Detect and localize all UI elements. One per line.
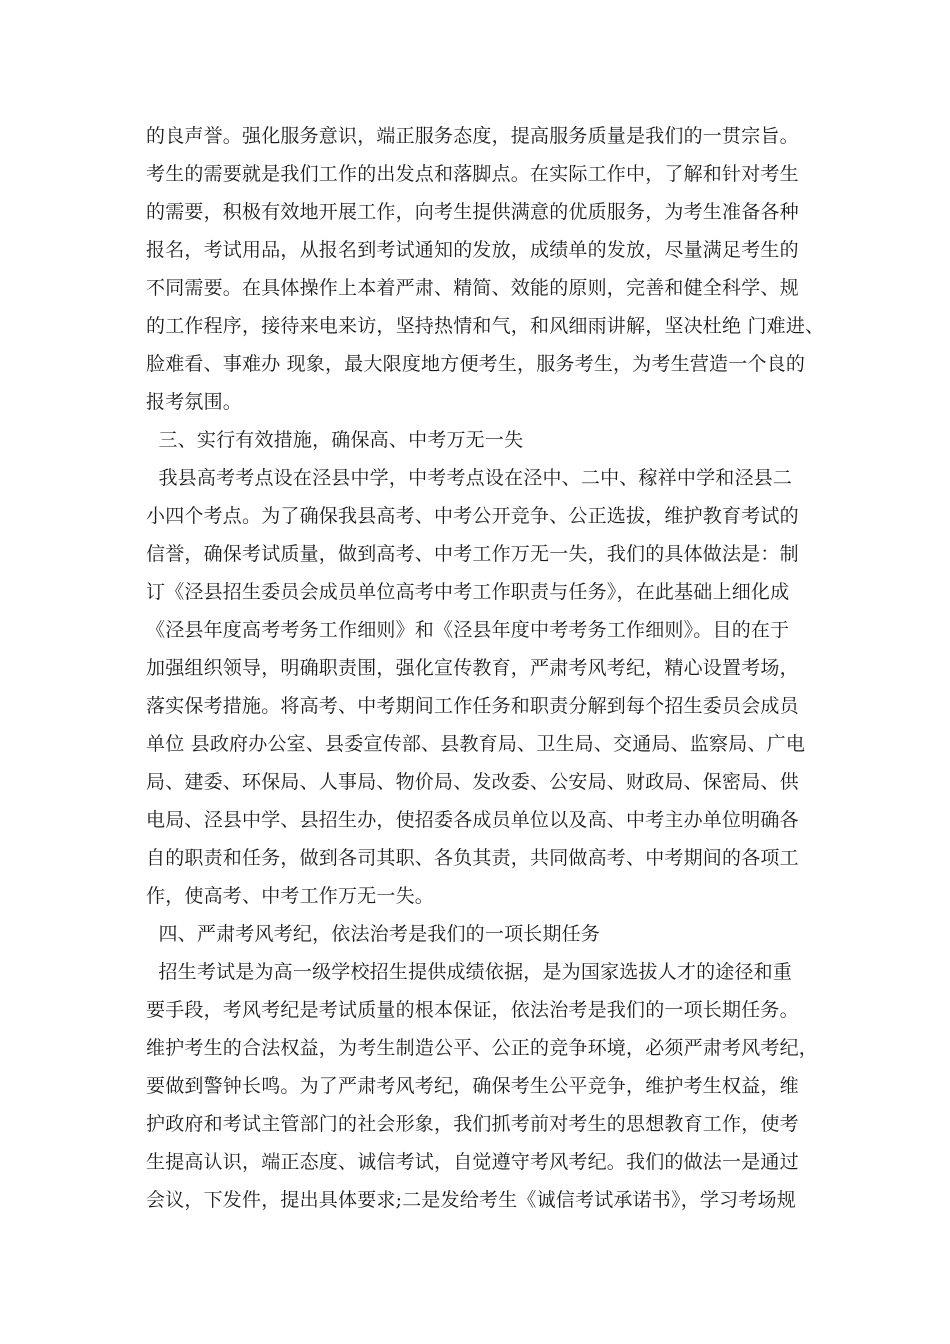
- text-line: 信誉，确保考试质量，做到高考、中考工作万无一失，我们的具体做法是：制: [146, 543, 799, 565]
- text-line: 维护考生的合法权益，为考生制造公平、公正的竞争环境，必须严肃考风考纪，: [146, 1037, 819, 1059]
- text-line: 《泾县年度高考考务工作细则》和《泾县年度中考考务工作细则》。目的在于: [146, 619, 790, 641]
- text-line: 订《泾县招生委员会成员单位高考中考工作职责与任务》，在此基础上细化成: [146, 581, 790, 603]
- text-line: 我县高考考点设在泾县中学，中考考点设在泾中、二中、稼祥中学和泾县二: [146, 467, 793, 489]
- text-line: 报考氛围。: [146, 391, 243, 413]
- text-line: 脸难看、事难办 现象，最大限度地方便考生，服务考生，为考生营造一个良的: [146, 353, 806, 375]
- text-line: 的需要，积极有效地开展工作，向考生提供满意的优质服务，为考生准备各种: [146, 201, 799, 223]
- text-line: 局、建委、环保局、人事局、物价局、发改委、公安局、财政局、保密局、供: [146, 771, 799, 793]
- text-line: 要手段，考风考纪是考试质量的根本保证，依法治考是我们的一项长期任务。: [146, 999, 799, 1021]
- text-line: 单位 县政府办公室、县委宣传部、县教育局、卫生局、交通局、监察局、广电: [146, 733, 806, 755]
- text-line: 会议，下发件，提出具体要求;二是发给考生《诚信考试承诺书》，学习考场规: [146, 1189, 796, 1211]
- text-line: 招生考试是为高一级学校招生提供成绩依据，是为国家选拔人才的途径和重: [146, 961, 793, 983]
- text-line: 考生的需要就是我们工作的出发点和落脚点。在实际工作中，了解和针对考生: [146, 163, 799, 185]
- section-heading: 三、实行有效措施，确保高、中考万无一失: [146, 429, 524, 451]
- text-line: 护政府和考试主管部门的社会形象，我们抓考前对考生的思想教育工作，使考: [146, 1113, 799, 1135]
- text-line: 的良声誉。强化服务意识，端正服务态度，提高服务质量是我们的一贯宗旨。: [146, 125, 799, 147]
- text-line: 小四个考点。为了确保我县高考、中考公开竞争、公正选拔，维护教育考试的: [146, 505, 799, 527]
- text-line: 落实保考措施。将高考、中考期间工作任务和职责分解到每个招生委员会成员: [146, 695, 799, 717]
- text-line: 电局、泾县中学、县招生办，使招委各成员单位以及高、中考主办单位明确各: [146, 809, 799, 831]
- text-line: 作，使高考、中考工作万无一失。: [146, 885, 435, 907]
- text-line: 报名，考试用品，从报名到考试通知的发放，成绩单的发放，尽量满足考生的: [146, 239, 799, 261]
- text-line: 加强组织领导，明确职责围，强化宣传教育，严肃考风考纪，精心设置考场，: [146, 657, 799, 679]
- text-line: 的工作程序，接待来电来访，坚持热情和气，和风细雨讲解，坚决杜绝 门难进、: [146, 315, 825, 337]
- text-line: 自的职责和任务，做到各司其职、各负其责，共同做高考、中考期间的各项工: [146, 847, 799, 869]
- text-line: 生提高认识，端正态度、诚信考试，自觉遵守考风考纪。我们的做法一是通过: [146, 1151, 799, 1173]
- text-line: 不同需要。在具体操作上本着严肃、精简、效能的原则，完善和健全科学、规: [146, 277, 799, 299]
- text-line: 要做到警钟长鸣。为了严肃考风考纪，确保考生公平竞争，维护考生权益，维: [146, 1075, 799, 1097]
- section-heading: 四、严肃考风考纪，依法治考是我们的一项长期任务: [146, 923, 601, 945]
